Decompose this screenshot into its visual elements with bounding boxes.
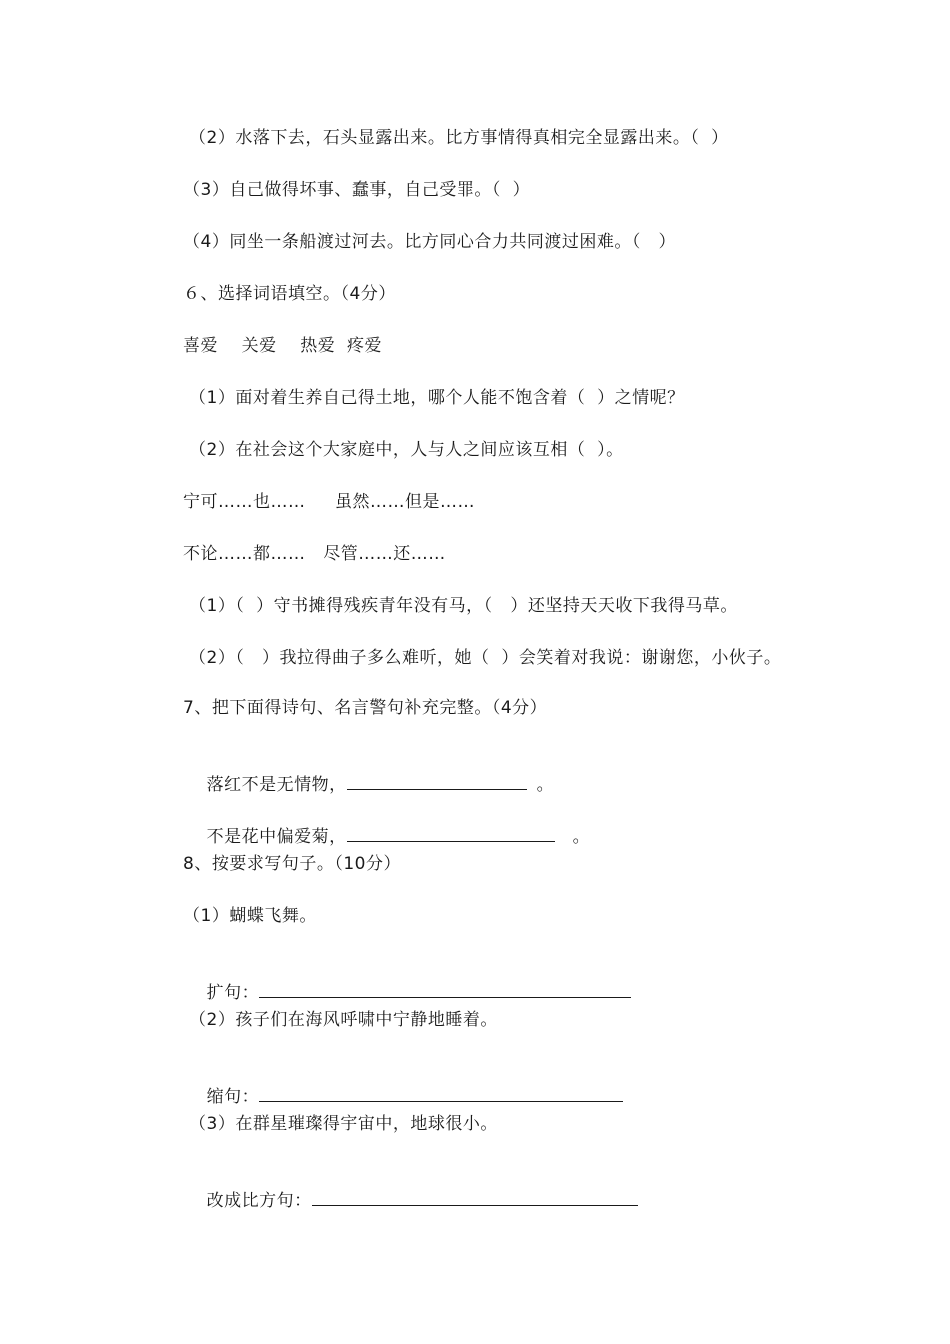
question-6-conjunction-options-1: 宁可……也…… 虽然……但是…… [183,492,476,512]
shorten-sentence-blank[interactable] [259,1083,623,1102]
question-6-heading: ６、选择词语填空。（4分） [183,284,396,304]
poem-line-1-prefix: 落红不是无情物， [206,775,347,795]
poem-line-2-suffix: 。 [572,827,591,847]
poem-line-1-suffix: 。 [536,775,555,795]
metaphor-sentence-row [183,1165,638,1234]
question-8-item-3: （3）在群星璀璨得宇宙中，地球很小。 [189,1114,498,1134]
question-6-item-4: （2）（ ）我拉得曲子多么难听，她（ ）会笑着对我说：谢谢您，小伙子。 [189,648,782,668]
expand-sentence-blank[interactable] [259,979,631,998]
poem-line-2-prefix: 不是花中偏爱菊， [206,827,347,847]
metaphor-sentence-label: 改成比方句： [206,1191,312,1211]
question-6-conjunction-options-2: 不论……都…… 尽管……还…… [183,544,446,564]
question-8-item-1: （1）蝴蝶飞舞。 [183,906,317,926]
question-6-item-2: （2）在社会这个大家庭中，人与人之间应该互相（ ）。 [189,440,624,460]
question-7-heading: 7、把下面得诗句、名言警句补充完整。（4分） [183,698,548,718]
question-6-item-1: （1）面对着生养自己得土地，哪个人能不饱含着（ ）之情呢？ [189,388,685,408]
expand-sentence-label: 扩句： [206,983,260,1003]
question-5-item-3: （3）自己做得坏事、蠢事，自己受罪。（ ） [183,180,531,200]
question-6-word-options: 喜爱 关爱 热爱 疼爱 [183,336,383,356]
shorten-sentence-label: 缩句： [206,1087,260,1107]
question-8-item-2: （2）孩子们在海风呼啸中宁静地睡着。 [189,1010,498,1030]
question-8-heading: 8、按要求写句子。（10分） [183,854,401,874]
poem-line-2-blank[interactable] [347,823,555,842]
poem-line-1-blank[interactable] [347,771,527,790]
question-6-item-3: （1）（ ）守书摊得残疾青年没有马，（ ）还坚持天天收下我得马草。 [189,596,738,616]
question-5-item-4: （4）同坐一条船渡过河去。比方同心合力共同渡过困难。（ ） [183,232,677,252]
question-5-item-2: （2）水落下去，石头显露出来。比方事情得真相完全显露出来。（ ） [189,128,729,148]
metaphor-sentence-blank[interactable] [312,1187,638,1206]
